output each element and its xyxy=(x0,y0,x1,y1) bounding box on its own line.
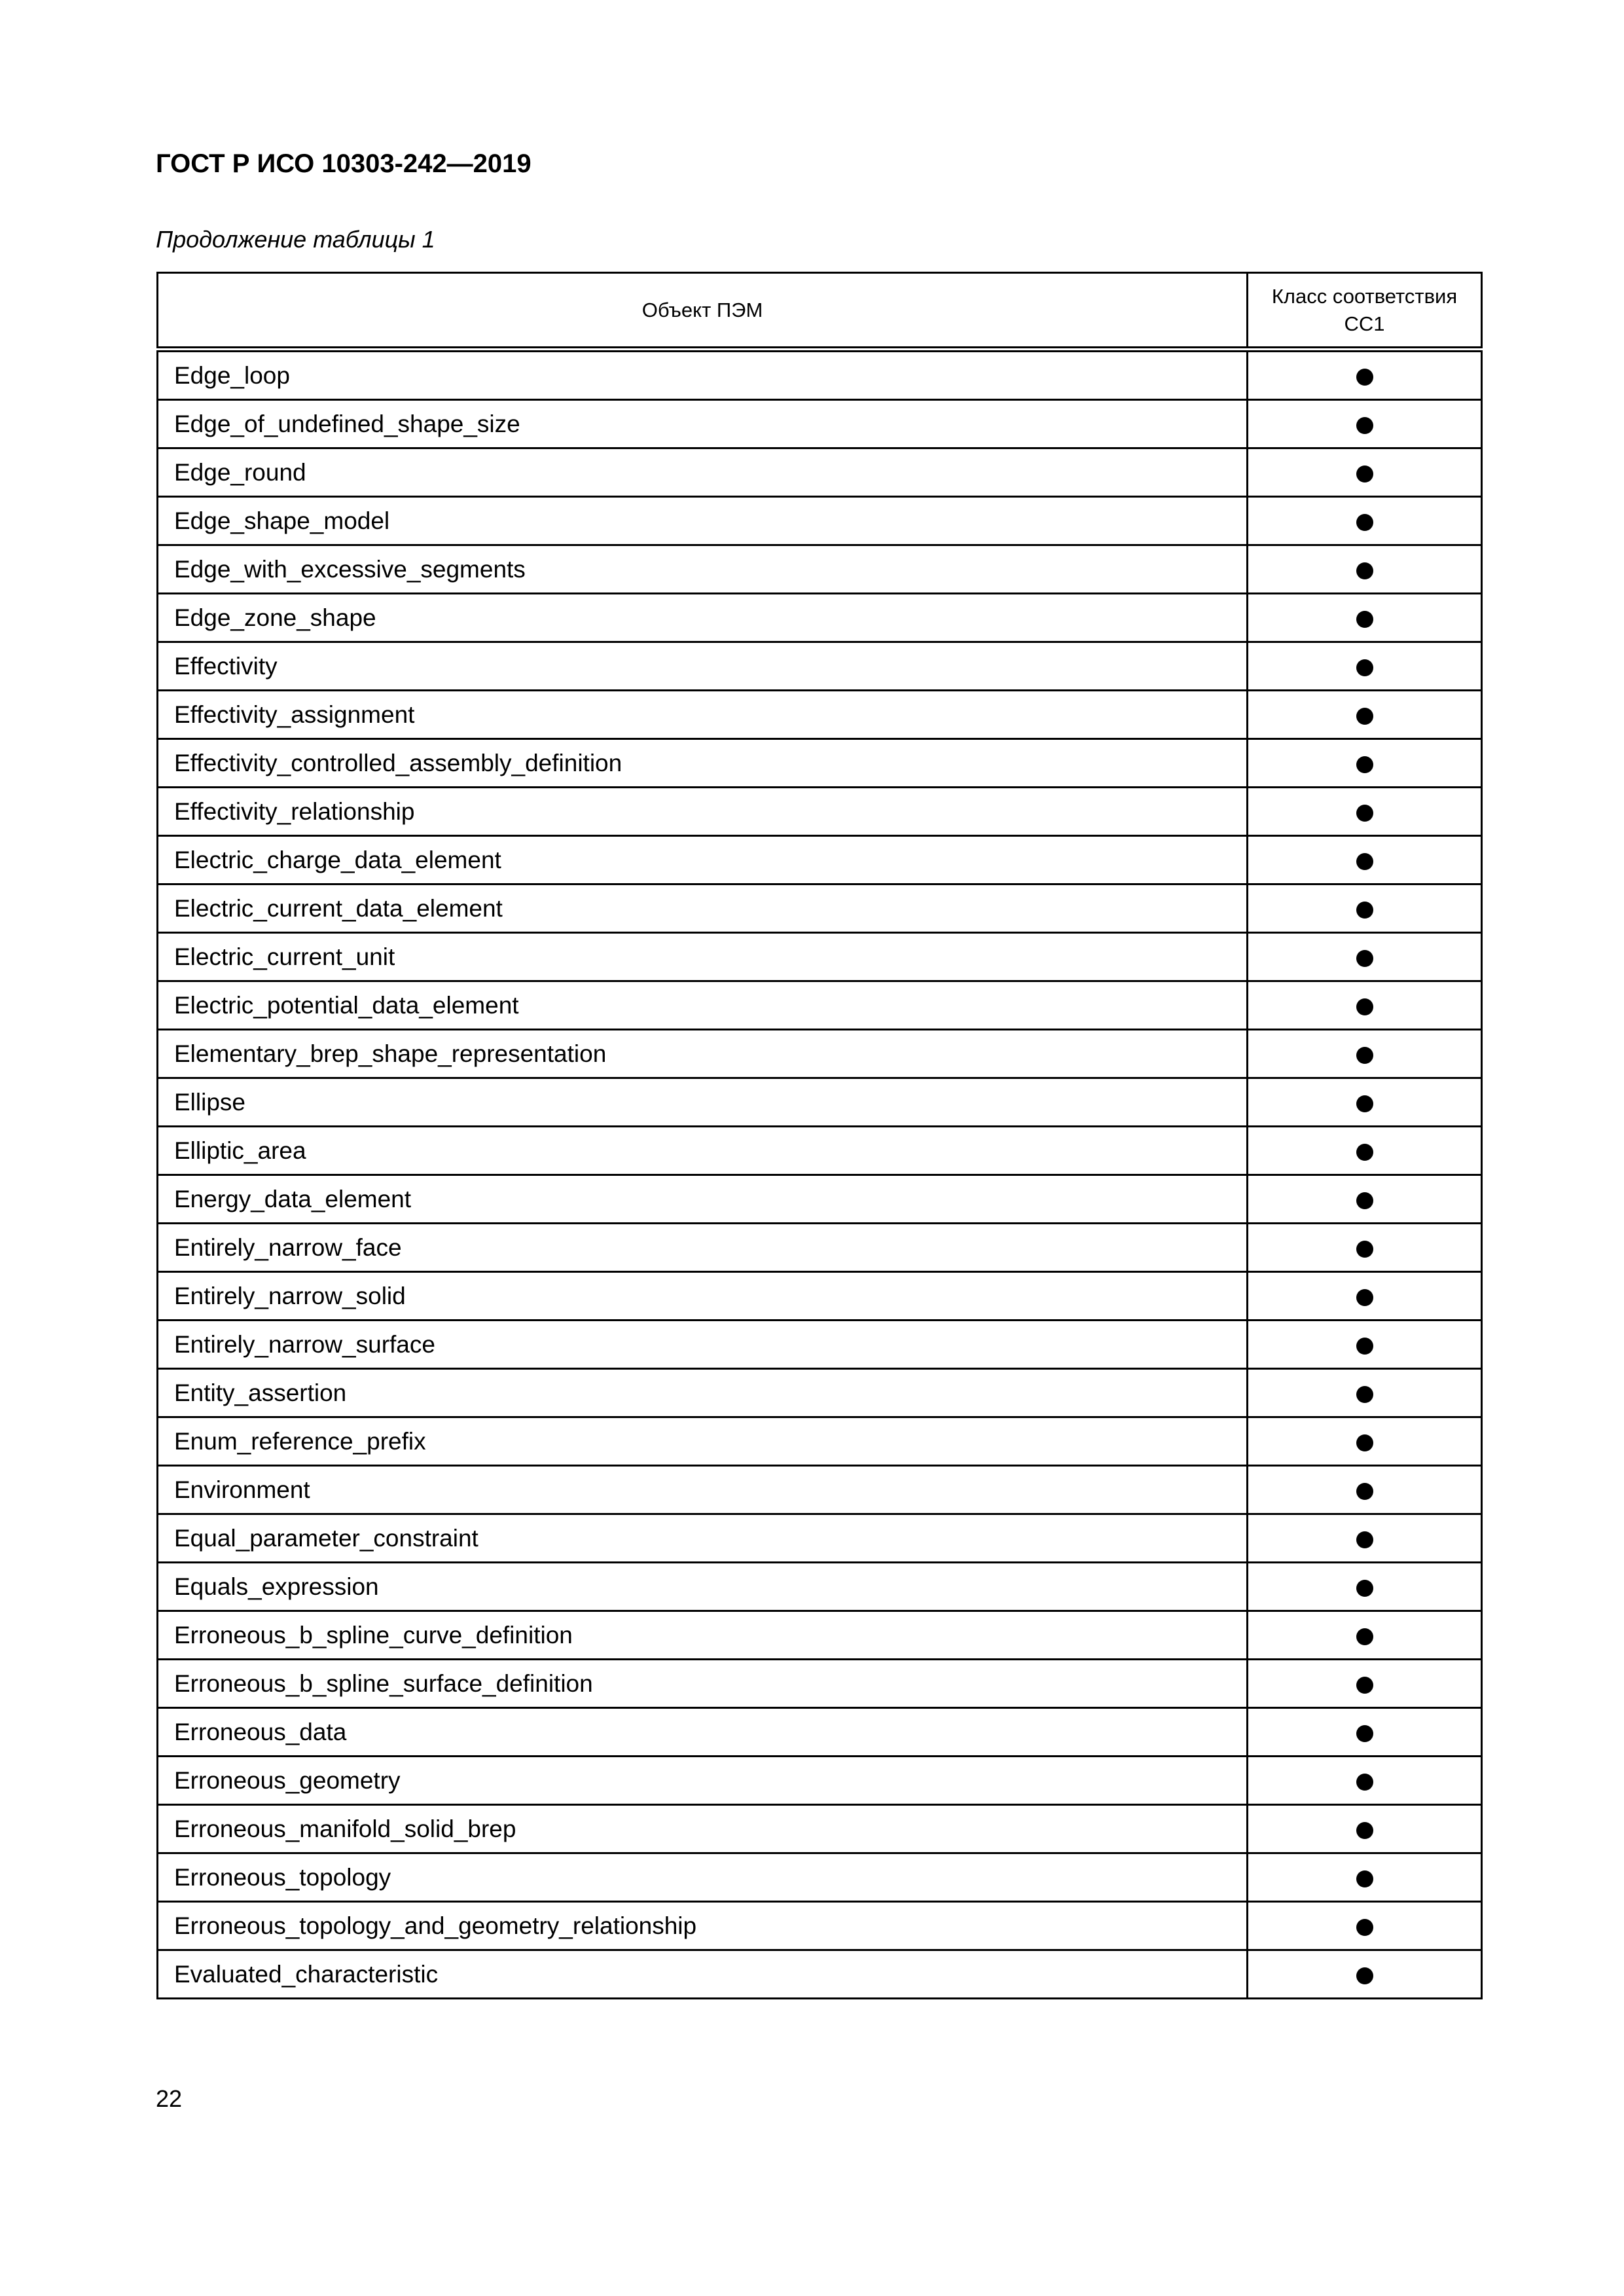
filled-circle-icon xyxy=(1356,1192,1373,1209)
table-row xyxy=(158,1563,1482,1611)
entity-name-cell: Effectivity xyxy=(158,642,1248,691)
filled-circle-icon xyxy=(1356,1677,1373,1694)
filled-circle-icon xyxy=(1356,417,1373,434)
cc1-mark-cell xyxy=(1248,1030,1482,1078)
table-row xyxy=(158,1660,1482,1708)
entity-name-cell: Electric_charge_data_element xyxy=(158,836,1248,884)
table-row xyxy=(158,350,1482,400)
cc1-mark-cell xyxy=(1248,1757,1482,1805)
table-row xyxy=(158,1369,1482,1417)
filled-circle-icon xyxy=(1356,1289,1373,1306)
entity-name-cell: Enum_reference_prefix xyxy=(158,1417,1248,1466)
filled-circle-icon xyxy=(1356,1386,1373,1403)
cc1-mark-cell xyxy=(1248,642,1482,691)
entity-name-cell: Evaluated_characteristic xyxy=(158,1950,1248,1999)
cc1-mark-cell xyxy=(1248,497,1482,545)
entity-name-cell: Erroneous_b_spline_surface_definition xyxy=(158,1660,1248,1708)
cc1-mark-cell xyxy=(1248,836,1482,884)
cc1-mark-cell xyxy=(1248,448,1482,497)
table-row xyxy=(158,1175,1482,1224)
entity-name-cell: Edge_of_undefined_shape_size xyxy=(158,400,1248,448)
entity-name-cell: Erroneous_manifold_solid_brep xyxy=(158,1805,1248,1853)
cc1-mark-cell xyxy=(1248,1417,1482,1466)
cc1-mark-cell xyxy=(1248,1514,1482,1563)
entity-name-cell: Erroneous_topology_and_geometry_relationship xyxy=(158,1902,1248,1950)
column-header-class-line1: Класс соответствия xyxy=(1271,284,1458,308)
cc1-mark-cell xyxy=(1248,739,1482,788)
filled-circle-icon xyxy=(1356,562,1373,579)
table-row xyxy=(158,497,1482,545)
table-row xyxy=(158,400,1482,448)
table-row xyxy=(158,739,1482,788)
cc1-mark-cell xyxy=(1248,1321,1482,1369)
filled-circle-icon xyxy=(1356,1483,1373,1500)
table-row xyxy=(158,1611,1482,1660)
table-row xyxy=(158,788,1482,836)
table-row xyxy=(158,1030,1482,1078)
table-header-row xyxy=(158,273,1482,350)
cc1-mark-cell xyxy=(1248,1708,1482,1757)
page-number: 22 xyxy=(156,2085,183,2112)
cc1-mark-cell xyxy=(1248,1175,1482,1224)
entity-name-cell: Ellipse xyxy=(158,1078,1248,1127)
entity-name-cell: Electric_potential_data_element xyxy=(158,981,1248,1030)
column-header-object: Объект ПЭМ xyxy=(158,273,1248,350)
table-row xyxy=(158,1224,1482,1272)
entity-name-cell: Effectivity_controlled_assembly_definition xyxy=(158,739,1248,788)
cc1-mark-cell xyxy=(1248,1224,1482,1272)
table-row xyxy=(158,1853,1482,1902)
entity-name-cell: Edge_zone_shape xyxy=(158,594,1248,642)
filled-circle-icon xyxy=(1356,805,1373,822)
table-row xyxy=(158,1272,1482,1321)
table-row xyxy=(158,1950,1482,1999)
filled-circle-icon xyxy=(1356,902,1373,919)
document-code: ГОСТ Р ИСО 10303-242—2019 xyxy=(156,149,532,178)
cc1-mark-cell xyxy=(1248,594,1482,642)
entity-name-cell: Edge_shape_model xyxy=(158,497,1248,545)
entity-name-cell: Electric_current_unit xyxy=(158,933,1248,981)
entity-name-cell: Erroneous_b_spline_curve_definition xyxy=(158,1611,1248,1660)
entity-name-cell: Equals_expression xyxy=(158,1563,1248,1611)
filled-circle-icon xyxy=(1356,1338,1373,1355)
filled-circle-icon xyxy=(1356,1725,1373,1742)
column-header-class-line2: CC1 xyxy=(1344,312,1385,335)
cc1-mark-cell xyxy=(1248,1369,1482,1417)
entity-name-cell: Entity_assertion xyxy=(158,1369,1248,1417)
filled-circle-icon xyxy=(1356,465,1373,483)
cc1-mark-cell xyxy=(1248,981,1482,1030)
entity-name-cell: Entirely_narrow_face xyxy=(158,1224,1248,1272)
table-row xyxy=(158,836,1482,884)
filled-circle-icon xyxy=(1356,1144,1373,1161)
cc1-mark-cell xyxy=(1248,1078,1482,1127)
cc1-mark-cell xyxy=(1248,1660,1482,1708)
entity-name-cell: Entirely_narrow_surface xyxy=(158,1321,1248,1369)
entity-name-cell: Electric_current_data_element xyxy=(158,884,1248,933)
table-row xyxy=(158,1466,1482,1514)
cc1-mark-cell xyxy=(1248,545,1482,594)
table-row xyxy=(158,1514,1482,1563)
table-row xyxy=(158,642,1482,691)
cc1-mark-cell xyxy=(1248,1902,1482,1950)
entity-name-cell: Entirely_narrow_solid xyxy=(158,1272,1248,1321)
filled-circle-icon xyxy=(1356,1434,1373,1451)
filled-circle-icon xyxy=(1356,514,1373,531)
filled-circle-icon xyxy=(1356,1870,1373,1887)
filled-circle-icon xyxy=(1356,611,1373,628)
filled-circle-icon xyxy=(1356,1241,1373,1258)
filled-circle-icon xyxy=(1356,1967,1373,1984)
filled-circle-icon xyxy=(1356,756,1373,773)
filled-circle-icon xyxy=(1356,1822,1373,1839)
entity-name-cell: Erroneous_topology xyxy=(158,1853,1248,1902)
filled-circle-icon xyxy=(1356,369,1373,386)
table-row xyxy=(158,981,1482,1030)
table-row xyxy=(158,691,1482,739)
column-header-conformance-class xyxy=(1248,273,1482,350)
entity-name-cell: Elliptic_area xyxy=(158,1127,1248,1175)
cc1-mark-cell xyxy=(1248,1563,1482,1611)
filled-circle-icon xyxy=(1356,1774,1373,1791)
cc1-mark-cell xyxy=(1248,884,1482,933)
entity-name-cell: Effectivity_assignment xyxy=(158,691,1248,739)
filled-circle-icon xyxy=(1356,950,1373,967)
cc1-mark-cell xyxy=(1248,933,1482,981)
table-caption: Продолжение таблицы 1 xyxy=(156,226,435,253)
table-row xyxy=(158,1417,1482,1466)
entity-name-cell: Effectivity_relationship xyxy=(158,788,1248,836)
entity-name-cell: Elementary_brep_shape_representation xyxy=(158,1030,1248,1078)
filled-circle-icon xyxy=(1356,708,1373,725)
table-row xyxy=(158,545,1482,594)
table-row xyxy=(158,1078,1482,1127)
entity-name-cell: Edge_round xyxy=(158,448,1248,497)
cc1-mark-cell xyxy=(1248,1805,1482,1853)
filled-circle-icon xyxy=(1356,1095,1373,1112)
filled-circle-icon xyxy=(1356,1531,1373,1548)
cc1-mark-cell xyxy=(1248,1950,1482,1999)
cc1-mark-cell xyxy=(1248,1853,1482,1902)
conformance-table xyxy=(156,272,1483,1999)
table-row xyxy=(158,884,1482,933)
entity-name-cell: Edge_loop xyxy=(158,350,1248,400)
cc1-mark-cell xyxy=(1248,691,1482,739)
table-row xyxy=(158,1805,1482,1853)
entity-name-cell: Erroneous_geometry xyxy=(158,1757,1248,1805)
cc1-mark-cell xyxy=(1248,788,1482,836)
table-row xyxy=(158,1127,1482,1175)
table-row xyxy=(158,1708,1482,1757)
filled-circle-icon xyxy=(1356,1628,1373,1645)
table-body xyxy=(158,350,1482,1999)
filled-circle-icon xyxy=(1356,853,1373,870)
cc1-mark-cell xyxy=(1248,1466,1482,1514)
filled-circle-icon xyxy=(1356,1047,1373,1064)
entity-name-cell: Environment xyxy=(158,1466,1248,1514)
filled-circle-icon xyxy=(1356,1919,1373,1936)
entity-name-cell: Energy_data_element xyxy=(158,1175,1248,1224)
table-row xyxy=(158,1321,1482,1369)
filled-circle-icon xyxy=(1356,998,1373,1015)
filled-circle-icon xyxy=(1356,1580,1373,1597)
table-row xyxy=(158,448,1482,497)
table-row xyxy=(158,594,1482,642)
table-row xyxy=(158,1902,1482,1950)
table-row xyxy=(158,933,1482,981)
entity-name-cell: Equal_parameter_constraint xyxy=(158,1514,1248,1563)
filled-circle-icon xyxy=(1356,659,1373,676)
cc1-mark-cell xyxy=(1248,350,1482,400)
cc1-mark-cell xyxy=(1248,400,1482,448)
entity-name-cell: Edge_with_excessive_segments xyxy=(158,545,1248,594)
entity-name-cell: Erroneous_data xyxy=(158,1708,1248,1757)
table-row xyxy=(158,1757,1482,1805)
cc1-mark-cell xyxy=(1248,1611,1482,1660)
cc1-mark-cell xyxy=(1248,1127,1482,1175)
cc1-mark-cell xyxy=(1248,1272,1482,1321)
